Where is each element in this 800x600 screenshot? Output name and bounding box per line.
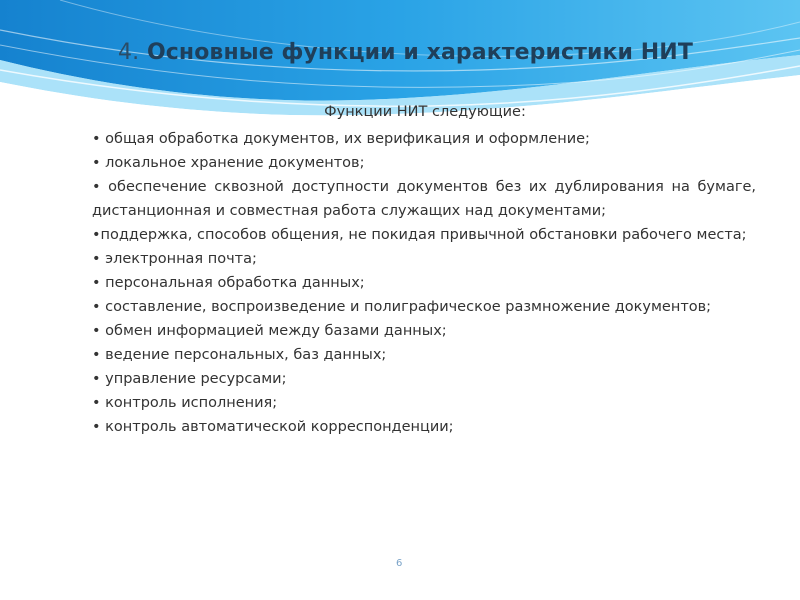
list-intro: Функции НИТ следующие: (324, 104, 526, 120)
list-item: • обмен информацией между базами данных; (92, 323, 447, 339)
page-number: 6 (396, 558, 403, 569)
list-item: • ведение персональных, баз данных; (92, 347, 387, 363)
list-item: • локальное хранение документов; (92, 155, 365, 171)
list-item: • управление ресурсами; (92, 371, 287, 387)
title-number: 4. (118, 40, 140, 65)
slide-title (118, 40, 693, 65)
list-item: •поддержка, способов общения, не покидая привычной обстановки рабочего места; (92, 227, 747, 243)
list-item: • контроль автоматической корреспонденции; (92, 419, 454, 435)
title-text: Основные функции и характеристики НИТ (139, 40, 693, 65)
list-item: • составление, воспроизведение и полиграфическое размножение документов; (92, 299, 712, 315)
list-item: • персональная обработка данных; (92, 275, 365, 291)
functions-list (92, 127, 756, 439)
list-item: • общая обработка документов, их верификация и оформление; (92, 131, 590, 147)
list-item: • обеспечение сквозной доступности документов без их дублирования на бумаге, дистанционная и совместная работа служащих над документами; (92, 179, 756, 219)
list-item: • электронная почта; (92, 251, 257, 267)
list-item: • контроль исполнения; (92, 395, 278, 411)
